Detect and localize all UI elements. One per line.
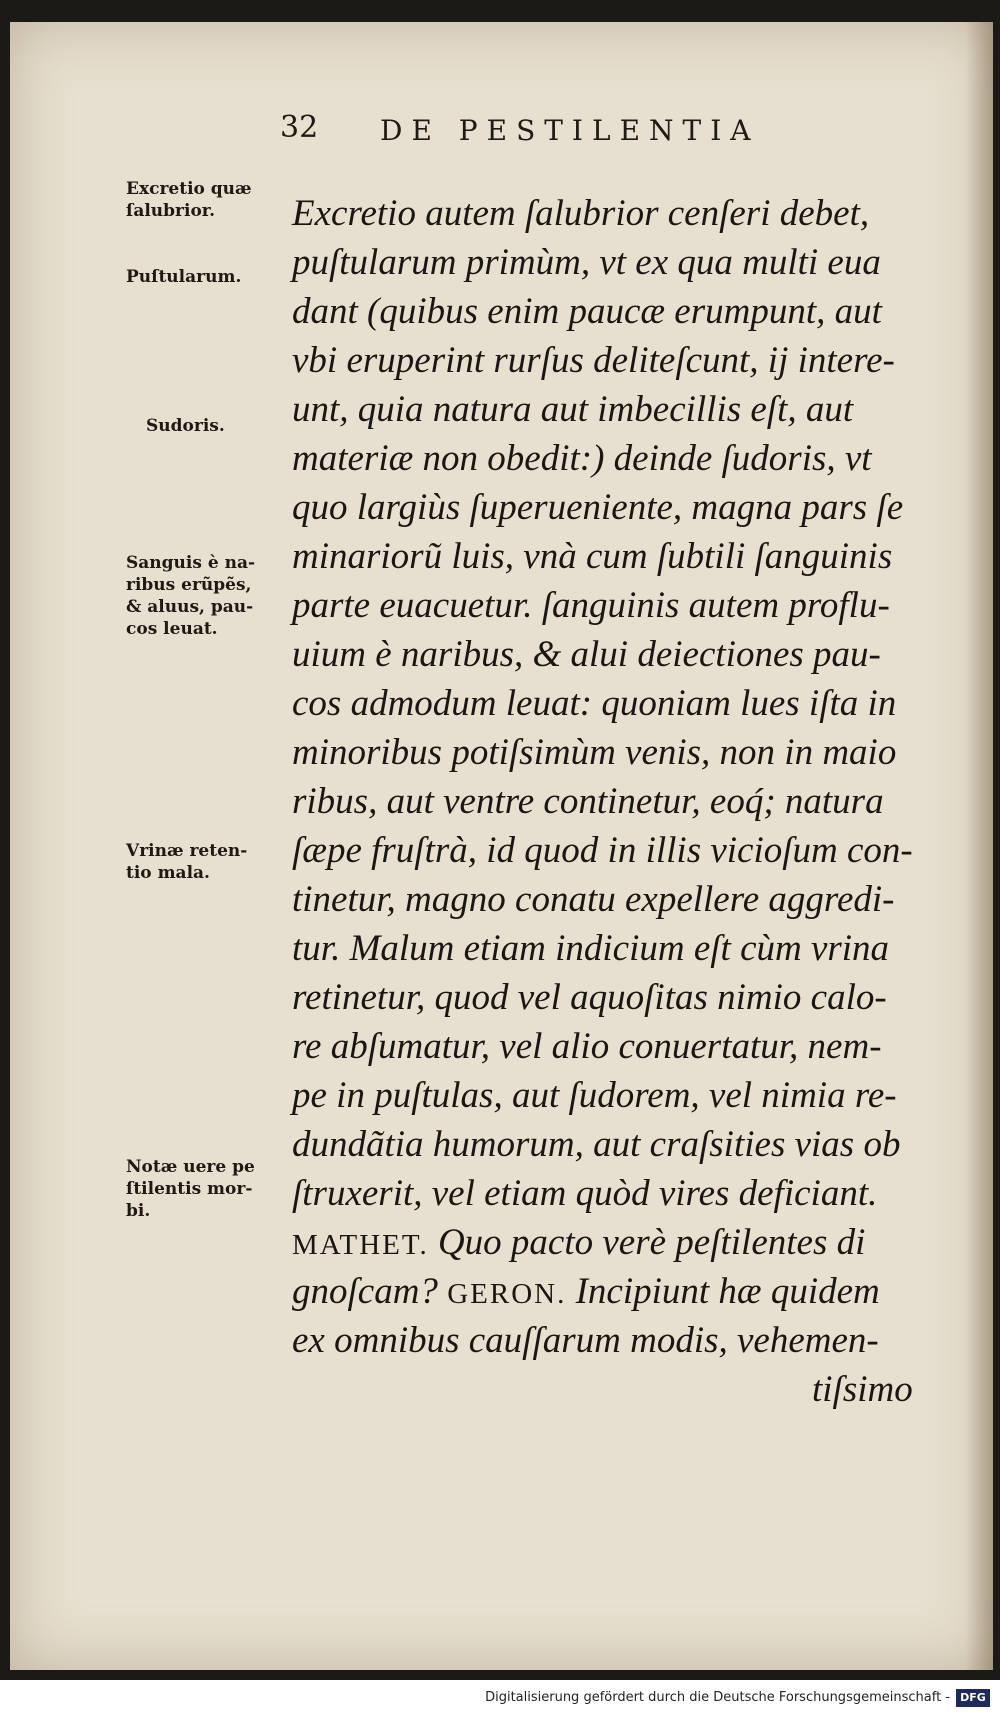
margin-note-line: Sanguis è na- <box>126 553 256 573</box>
margin-note-line: ſalubrior. <box>126 201 216 221</box>
text-line: uium è naribus, & alui deiectiones pau- <box>292 634 881 675</box>
text-line: ſtruxerit, vel etiam quòd vires deficiant. <box>292 1173 878 1214</box>
margin-note-line: bi. <box>126 1201 151 1221</box>
text-line: Excretio autem ſalubrior cenſeri debet, <box>292 193 870 234</box>
margin-note-line: Excretio quæ <box>126 179 252 199</box>
margin-note-sanguis <box>126 552 255 640</box>
margin-note-notae <box>126 1156 255 1222</box>
text-line: vbi eruperint rurſus deliteſcunt, ij intere- <box>292 340 895 381</box>
margin-note-vrinae <box>126 840 247 884</box>
text-line: pe in puſtulas, aut ſudorem, vel nimia re- <box>292 1075 897 1116</box>
text-line: ſæpe fruſtrà, id quod in illis vicioſum con- <box>292 830 913 871</box>
text-line: quo largiùs ſuperueniente, magna pars ſe <box>292 487 904 528</box>
text-line: tinetur, magno conatu expellere aggredi- <box>292 879 895 920</box>
text-line: materiæ non obedit:) deinde ſudoris, vt <box>292 438 872 479</box>
margin-note-line: ribus erũpẽs, <box>126 575 252 595</box>
book-page <box>10 22 993 1670</box>
dfg-logo: DFG <box>956 1689 990 1707</box>
margin-note-line: Notæ uere pe <box>126 1157 255 1177</box>
text-line: tur. Malum etiam indicium eſt cùm vrina <box>292 928 890 969</box>
text-line: ex omnibus cauſſarum modis, vehemen- <box>292 1320 879 1361</box>
text-line: unt, quia natura aut imbecillis eſt, aut <box>292 389 854 430</box>
funding-credit: Digitalisierung gefördert durch die Deutsche Forschungsgemeinschaft - <box>485 1690 950 1705</box>
page-number: 32 <box>280 110 319 145</box>
margin-note-line: Sudoris. <box>146 416 225 436</box>
dialogue-line <box>292 1221 865 1264</box>
text-line: ribus, aut ventre continetur, eoq́; natura <box>292 781 884 822</box>
speaker-label: MATHET. <box>292 1229 429 1261</box>
dialogue-text: Quo pacto verè peſtilentes di <box>437 1222 866 1263</box>
text-line: parte euacuetur. ſanguinis autem proflu- <box>292 585 890 626</box>
margin-note-line: Puſtularum. <box>126 267 242 287</box>
text-line: puſtularum primùm, vt ex qua multi eua <box>292 242 881 283</box>
footer-bar <box>0 1680 1000 1718</box>
margin-note-line: & aluus, pau- <box>126 597 254 617</box>
text-line: cos admodum leuat: quoniam lues iſta in <box>292 683 897 724</box>
margin-note-excretio <box>126 178 252 222</box>
catchword: tiſsimo <box>812 1369 913 1410</box>
margin-note-sudoris <box>146 415 225 437</box>
margin-note-line: Vrinæ reten- <box>126 841 248 861</box>
margin-note-line: tio mala. <box>126 863 210 883</box>
text-line: retinetur, quod vel aquoſitas nimio calo- <box>292 977 887 1018</box>
text-line: minariorũ luis, vnà cum ſubtili ſanguinis <box>292 536 893 577</box>
page-header <box>280 110 840 160</box>
text-line: dant (quibus enim paucæ erumpunt, aut <box>292 291 882 332</box>
margin-note-line: ſtilentis mor- <box>126 1179 253 1199</box>
margin-note-line: cos leuat. <box>126 619 218 639</box>
text-line: minoribus potiſsimùm venis, non in maio <box>292 732 897 773</box>
text-line: re abſumatur, vel alio conuertatur, nem- <box>292 1026 882 1067</box>
text-line: dundãtia humorum, aut craſsities vias ob <box>292 1124 901 1165</box>
running-title: DE PESTILENTIA <box>380 114 760 147</box>
dialogue-text: Incipiunt hæ quidem <box>575 1271 880 1312</box>
dialogue-text: gnoſcam? <box>292 1271 438 1312</box>
margin-note-pustularum <box>126 266 241 288</box>
speaker-label: GERON. <box>447 1278 567 1310</box>
dialogue-line <box>292 1270 880 1313</box>
